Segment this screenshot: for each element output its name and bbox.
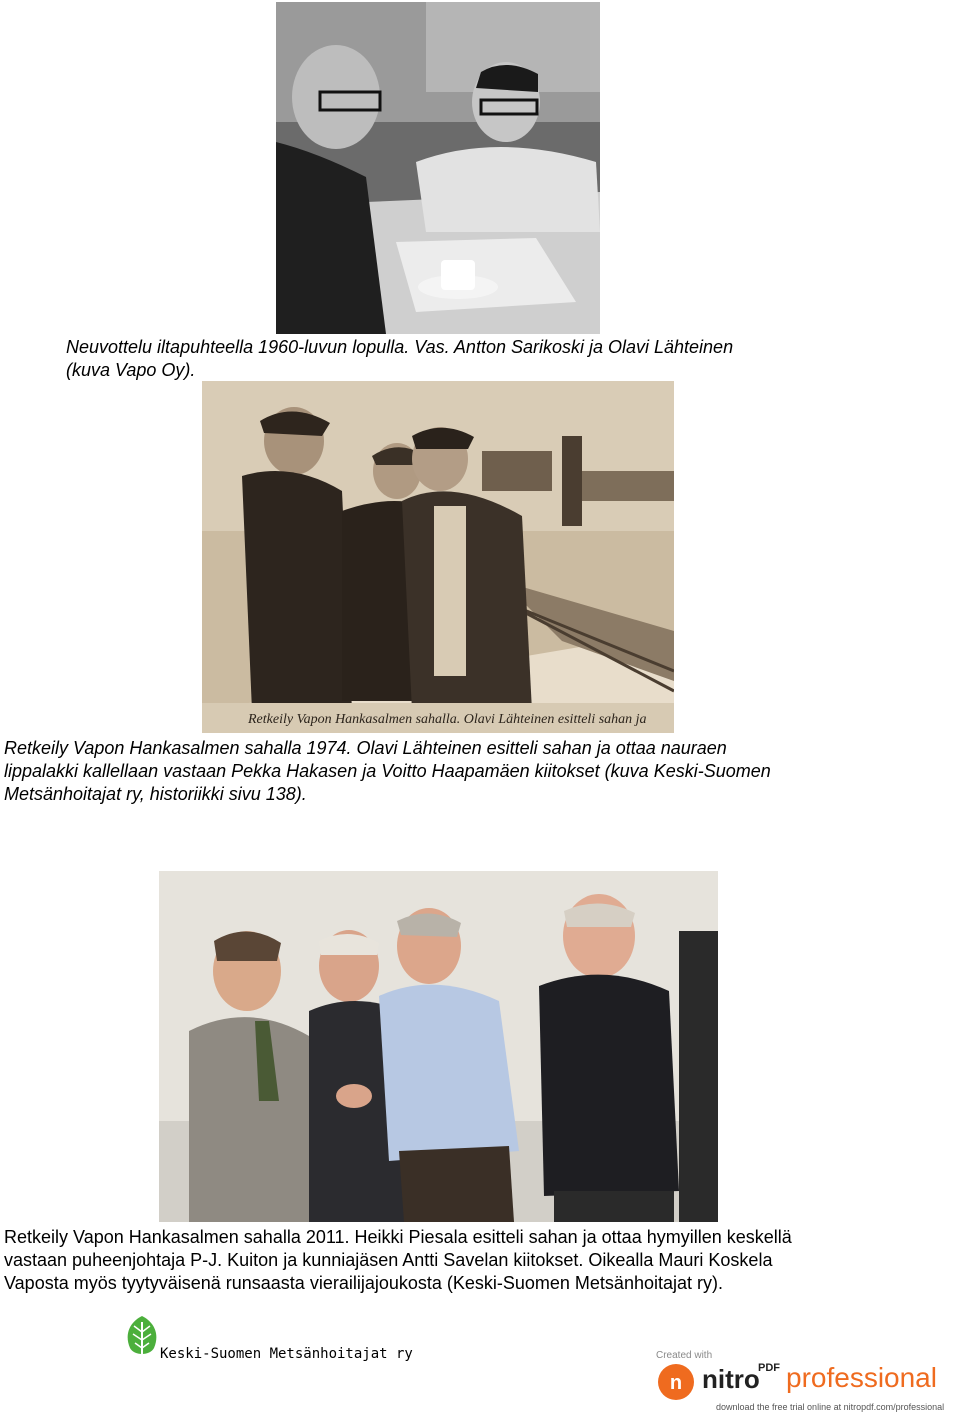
sawmill-2011-photo (159, 871, 718, 1222)
nitro-logo-icon (656, 1362, 696, 1402)
nitro-created-label: Created with (656, 1350, 713, 1361)
sawmill-1974-photo (202, 381, 674, 733)
caption-2011-line1: Retkeily Vapon Hankasalmen sahalla 2011. Heikki Piesala esitteli sahan ja ottaa hymyillen keskellä (4, 1227, 792, 1247)
caption-1974-line2: lippalakki kallellaan vastaan Pekka Hakasen ja Voitto Haapamäen kiitokset (kuva Keski-Suomen (4, 761, 771, 781)
caption-1974-line1: Retkeily Vapon Hankasalmen sahalla 1974. Olavi Lähteinen esitteli sahan ja ottaa nauraen (4, 738, 727, 758)
footer-org-name: Keski-Suomen Metsänhoitajat ry (160, 1346, 413, 1362)
svg-text:n: n (669, 1372, 683, 1394)
caption-1974-line3: Metsänhoitajat ry, historiikki sivu 138). (4, 784, 307, 804)
nitro-download-text: download the free trial online at nitropdf.com/professional (716, 1402, 945, 1412)
caption-meeting-line2: (kuva Vapo Oy). (66, 360, 196, 380)
meeting-photo (276, 2, 600, 334)
caption-2011-line2: vastaan puheenjohtaja P-J. Kuiton ja kunniajäsen Antti Savelan kiitokset. Oikealla Mauri Koskela (4, 1250, 773, 1270)
caption-meeting-line1: Neuvottelu iltapuhteella 1960-luvun lopulla. Vas. Antton Sarikoski ja Olavi Lähteinen (66, 337, 734, 357)
nitro-word: nitro (702, 1364, 760, 1394)
caption-2011-line3: Vaposta myös tyytyväisenä runsaasta vierailijajoukosta (Keski-Suomen Metsänhoitajat ry). (4, 1273, 723, 1293)
nitro-watermark (656, 1348, 956, 1418)
photo-inner-caption: Retkeily Vapon Hankasalmen sahalla. Olavi Lähteinen esitteli sahan ja (248, 712, 647, 727)
nitro-pdf: PDF (758, 1362, 780, 1374)
nitro-professional: professional (786, 1362, 937, 1393)
leaf-logo-icon (124, 1314, 160, 1360)
